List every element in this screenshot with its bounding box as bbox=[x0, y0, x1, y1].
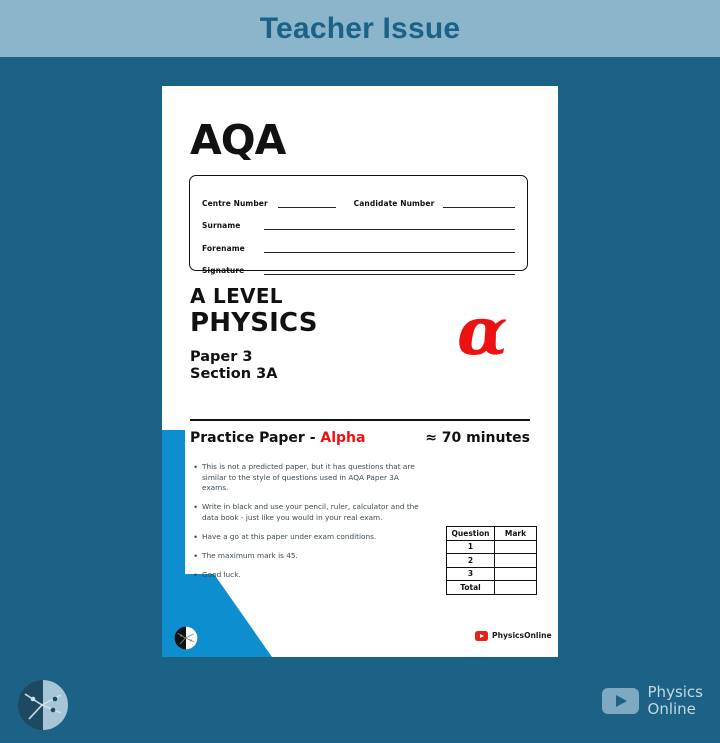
page-title: Teacher Issue bbox=[259, 11, 461, 45]
qualification-level: A LEVEL bbox=[190, 284, 283, 308]
candidate-row-forename bbox=[202, 230, 515, 253]
physicsonline-watermark bbox=[475, 631, 552, 641]
candidate-number-label: Candidate Number bbox=[353, 198, 435, 208]
footer-brand-text bbox=[648, 684, 703, 717]
instruction-text: This is not a predicted paper, but it has questions that are similar to the style of questions used in AQA Paper 3A exams. bbox=[202, 462, 415, 492]
marks-table bbox=[446, 526, 537, 595]
candidate-details-box bbox=[189, 175, 528, 275]
centre-number-input[interactable] bbox=[278, 207, 336, 208]
site-logo-icon bbox=[17, 679, 69, 731]
mark-cell[interactable] bbox=[495, 567, 537, 581]
table-row bbox=[447, 581, 537, 595]
alpha-symbol-icon: α bbox=[457, 292, 508, 370]
exam-paper-sheet bbox=[162, 86, 558, 657]
signature-label: Signature bbox=[202, 266, 245, 275]
centre-number-label: Centre Number bbox=[202, 198, 268, 208]
youtube-play-icon bbox=[602, 688, 639, 714]
forename-label: Forename bbox=[202, 243, 245, 253]
paper-number: Paper 3 bbox=[190, 349, 253, 365]
question-cell: 1 bbox=[447, 540, 495, 554]
footer-brand bbox=[602, 684, 703, 717]
instruction-text: The maximum mark is 45. bbox=[202, 550, 298, 560]
mark-cell-total[interactable] bbox=[495, 581, 537, 595]
physicsonline-label: PhysicsOnline bbox=[492, 631, 552, 641]
footer-brand-line1: Physics bbox=[647, 683, 703, 701]
header-banner bbox=[0, 0, 720, 57]
practice-info-row bbox=[190, 430, 530, 446]
table-row bbox=[447, 540, 537, 554]
section-number: Section 3A bbox=[190, 366, 278, 382]
list-item bbox=[194, 462, 424, 494]
bullet-icon: • bbox=[194, 502, 198, 512]
instruction-text: Good luck. bbox=[202, 569, 241, 579]
surname-input[interactable] bbox=[264, 229, 515, 230]
list-item bbox=[194, 551, 424, 562]
question-cell: 2 bbox=[447, 554, 495, 568]
practice-paper-variant: Alpha bbox=[320, 430, 366, 446]
mark-cell[interactable] bbox=[495, 554, 537, 568]
list-item bbox=[194, 502, 424, 523]
forename-input[interactable] bbox=[264, 252, 515, 253]
paper-section-lines bbox=[190, 349, 277, 383]
bullet-icon: • bbox=[194, 569, 198, 580]
signature-input[interactable] bbox=[264, 274, 515, 275]
list-item bbox=[194, 532, 424, 543]
youtube-icon bbox=[475, 631, 488, 641]
practice-paper-prefix: Practice Paper - bbox=[190, 430, 321, 446]
candidate-number-input[interactable] bbox=[443, 207, 515, 208]
candidate-row-numbers bbox=[202, 185, 515, 208]
particle-circle-logo-icon bbox=[174, 626, 198, 650]
instruction-text: Have a go at this paper under exam conditions. bbox=[202, 531, 377, 541]
bullet-icon: • bbox=[194, 462, 198, 472]
table-row bbox=[447, 554, 537, 568]
bullet-icon: • bbox=[194, 550, 198, 561]
surname-label: Surname bbox=[202, 221, 241, 230]
instruction-text: Write in black and use your pencil, ruler, calculator and the data book - just like you would in your real exam. bbox=[202, 502, 419, 522]
exam-duration: ≈ 70 minutes bbox=[425, 430, 530, 446]
question-cell: 3 bbox=[447, 567, 495, 581]
aqa-logo: AQA bbox=[190, 116, 286, 164]
candidate-row-signature bbox=[202, 253, 515, 276]
table-row bbox=[447, 567, 537, 581]
col-header-mark: Mark bbox=[495, 527, 537, 541]
practice-paper-label bbox=[190, 430, 365, 446]
title-divider bbox=[190, 419, 530, 421]
footer-brand-line2: Online bbox=[647, 699, 696, 718]
subject-title: PHYSICS bbox=[190, 308, 318, 338]
col-header-question: Question bbox=[447, 527, 495, 541]
bullet-icon: • bbox=[194, 531, 198, 542]
mark-cell[interactable] bbox=[495, 540, 537, 554]
instructions-list bbox=[194, 462, 424, 589]
list-item bbox=[194, 570, 424, 581]
table-header-row bbox=[447, 527, 537, 541]
question-cell-total: Total bbox=[447, 581, 495, 595]
candidate-row-surname bbox=[202, 208, 515, 231]
